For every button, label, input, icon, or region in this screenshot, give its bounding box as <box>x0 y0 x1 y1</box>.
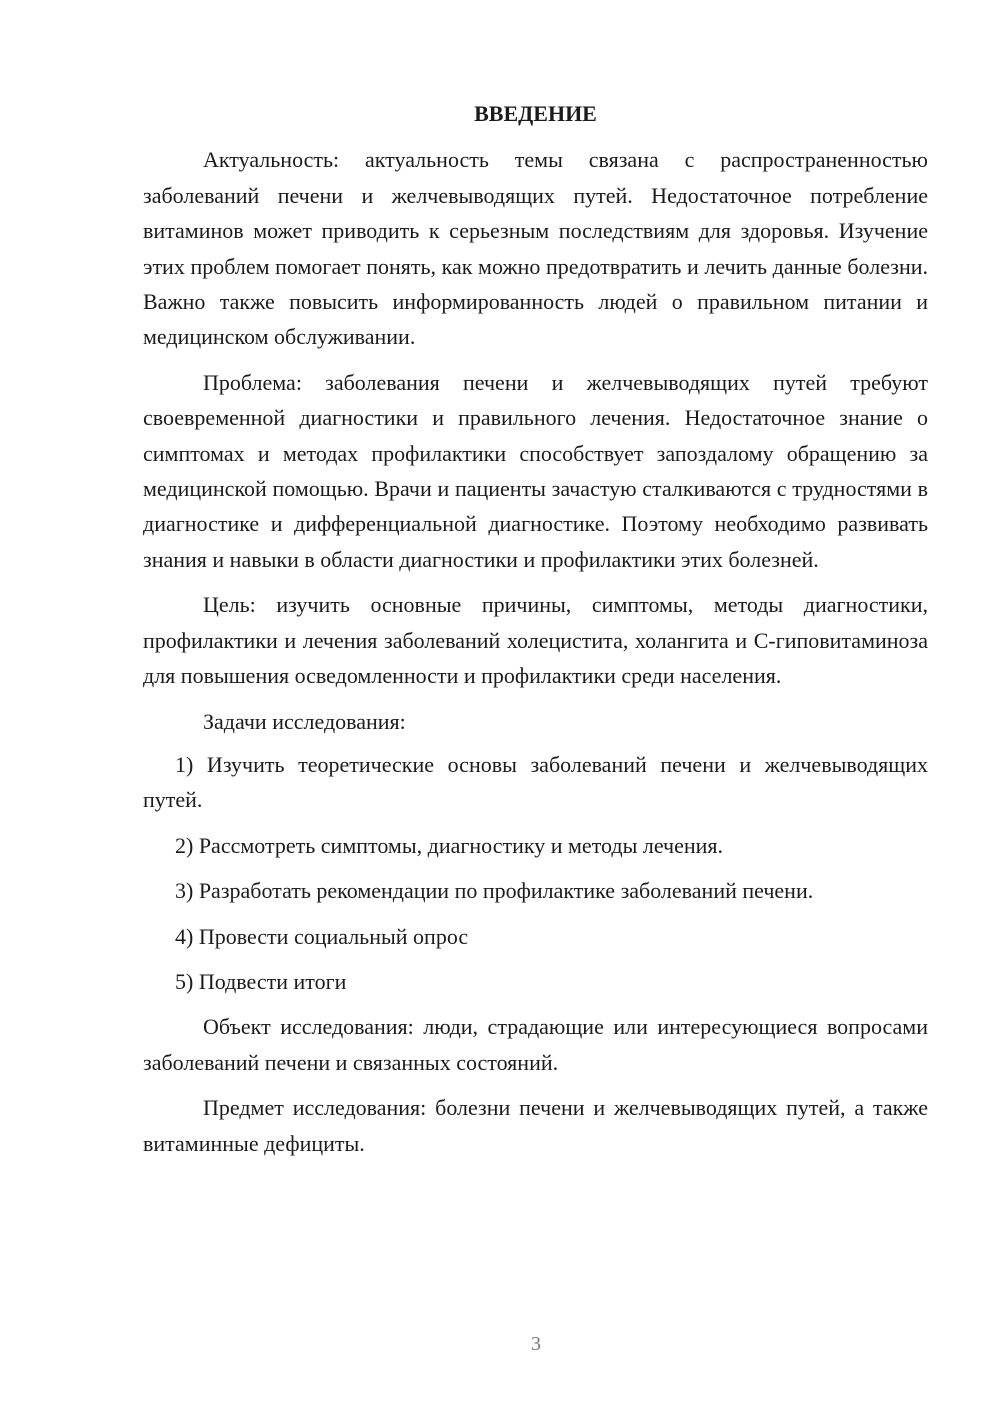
task-item: 3) Разработать рекомендации по профилактике заболеваний печени. <box>175 878 814 904</box>
subject-paragraph: Предмет исследования: болезни печени и желчевыводящих путей, а также витаминные дефициты. <box>143 1095 928 1156</box>
task-item: 1) Изучить теоретические основы заболеваний печени и желчевыводящих путей. <box>143 751 928 813</box>
task-item: 4) Провести социальный опрос <box>175 923 469 949</box>
goal-paragraph: Цель: изучить основные причины, симптомы, методы диагностики, профилактики и лечения заболеваний холецистита, холангита и С-гиповитаминоза для повышения осведомленности и профилактики среди населения. <box>143 592 928 689</box>
object-paragraph: Объект исследования: люди, страдающие или интересующиеся вопросами заболеваний печени и связанных состояний. <box>143 1014 928 1075</box>
page-content <box>143 96 928 1161</box>
task-item: 5) Подвести итоги <box>175 968 347 994</box>
page-number: 3 <box>531 1333 541 1355</box>
relevance-paragraph: Актуальность: актуальность темы связана с распространенностью заболеваний печени и желчевыводящих путей. Недостаточное потребление витаминов может приводить к серьезным последствиям для здоровья. Изучение этих проблем помогает понять, как можно предотвратить и лечить данные болезни. Важно также повысить информированность людей о правильном питании и медицинском обслуживании. <box>143 147 928 350</box>
tasks-heading: Задачи исследования: <box>203 708 406 734</box>
page-title: ВВЕДЕНИЕ <box>474 101 597 126</box>
problem-paragraph: Проблема: заболевания печени и желчевыводящих путей требуют своевременной диагностики и правильного лечения. Недостаточное знание о симптомах и методах профилактики способствует запоздалому обращению за медицинской помощью. Врачи и пациенты зачастую сталкиваются с трудностями в диагностике и дифференциальной диагностике. Поэтому необходимо развивать знания и навыки в области диагностики и профилактики этих болезней. <box>143 369 928 572</box>
task-item: 2) Рассмотреть симптомы, диагностику и методы лечения. <box>175 832 724 858</box>
